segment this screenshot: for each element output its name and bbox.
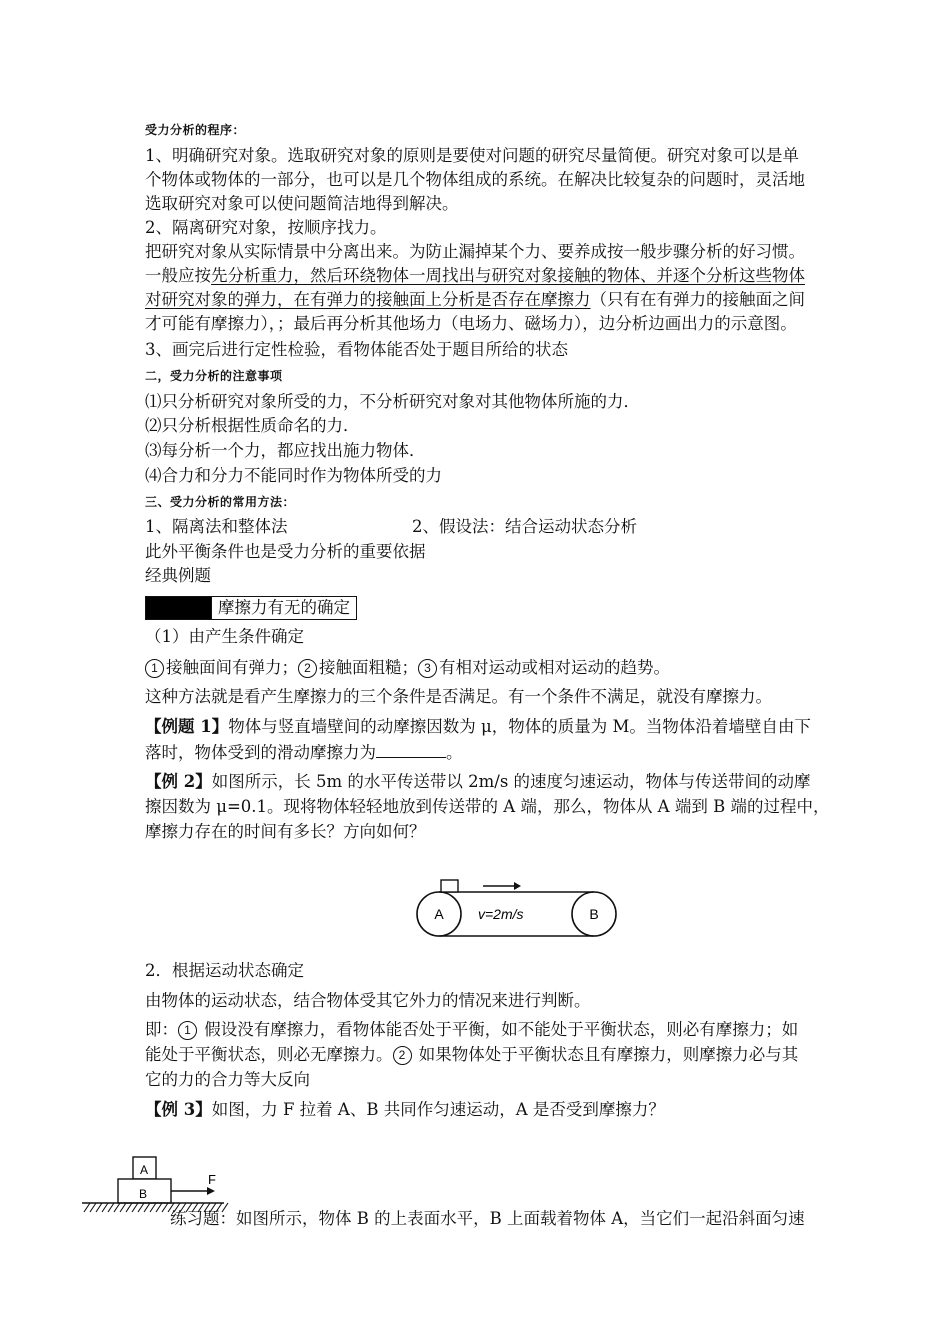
label-f: F (208, 1172, 216, 1187)
hatch-mark (84, 1203, 90, 1212)
subheading: （1）由产生条件确定 (145, 627, 304, 646)
text-span: 接触面间有弹力； (166, 658, 298, 677)
examples-title: 经典例题 (145, 566, 211, 585)
paragraph-line: 由物体的运动状态，结合物体受其它外力的情况来进行判断。 (145, 991, 591, 1010)
answer-blank (376, 741, 446, 758)
subheading: 2．根据运动状态确定 (145, 961, 304, 980)
section-label-box (145, 596, 357, 620)
example-1-line (145, 741, 463, 764)
paragraph-line: 2、隔离研究对象，按顺序找力。 (145, 218, 387, 237)
paragraph-line (145, 1019, 798, 1041)
underlined-text: 先分析重力，然后环绕物体一周找出与研究对象接触的物体、并逐个分析这些物体 (211, 266, 805, 285)
text-span: 。 (446, 743, 463, 762)
method-1: 1、隔离法和整体法 (145, 517, 288, 536)
circled-number: 2 (298, 659, 317, 678)
paragraph-line: 这种方法就是看产生摩擦力的三个条件是否满足。有一个条件不满足，就没有摩擦力。 (145, 687, 772, 706)
example-3-line (145, 1099, 665, 1121)
example-1-line (145, 716, 811, 738)
practice-line: 练习题：如图所示，物体 B 的上表面水平，B 上面载着物体 A，当它们一起沿斜面匀速 (170, 1209, 805, 1228)
text-span: 落时，物体受到的滑动摩擦力为 (145, 743, 376, 762)
example-tag: 【例题 1】 (145, 717, 229, 736)
paragraph-line: 1、明确研究对象。选取研究对象的原则是要使对问题的研究尽量简便。研究对象可以是单 (145, 146, 799, 165)
hatch-mark (90, 1203, 96, 1212)
text-span: 如图，力 F 拉着 A、B 共同作匀速运动，A 是否受到摩擦力？ (211, 1100, 665, 1119)
text-span: （只有在有弹力的接触面之间 (590, 290, 805, 309)
hatch-mark (114, 1203, 120, 1212)
paragraph-line (145, 289, 805, 311)
text-span: 假设没有摩擦力，看物体能否处于平衡，如不能处于平衡状态，则必有摩擦力；如 (199, 1020, 799, 1039)
conveyor-belt-figure (410, 872, 630, 944)
text-span: 即： (145, 1020, 178, 1039)
paragraph-line: 才可能有摩擦力），；最后再分析其他场力（电场力、磁场力），边分析边画出力的示意图。 (145, 314, 797, 333)
text-span: 物体与竖直墙壁间的动摩擦因数为 μ，物体的质量为 M。当物体沿着墙壁自由下 (228, 717, 811, 736)
circled-number: 1 (145, 659, 164, 678)
paragraph-line: 个物体或物体的一部分，也可以是几个物体组成的系统。在解决比较复杂的问题时，灵活地 (145, 170, 805, 189)
hatch-mark (126, 1203, 132, 1212)
circled-number: 3 (418, 659, 437, 678)
label-b: B (589, 906, 599, 922)
label-a: A (139, 1163, 149, 1177)
hatch-mark (102, 1203, 108, 1212)
underlined-text: 对研究对象的弹力，在有弹力的接触面上分析是否存在摩擦力 (145, 290, 591, 309)
force-arrow-head (207, 1187, 215, 1195)
hatch-mark (138, 1203, 144, 1212)
example-tag: 【例 2】 (145, 772, 212, 791)
hatch-mark (132, 1203, 138, 1212)
text-span: 如果物体处于平衡状态且有摩擦力，则摩擦力必与其 (413, 1045, 799, 1064)
black-tab (146, 597, 211, 619)
list-item: ⑷合力和分力不能同时作为物体所受的力 (145, 466, 442, 485)
method-2: 2、假设法：结合运动状态分析 (412, 517, 637, 536)
example-2-line: 擦因数为 μ=0.1。现将物体轻轻地放到传送带的 A 端，那么，物体从 A 端到 B 端的过程中， (145, 797, 830, 816)
hatch-mark (156, 1203, 162, 1212)
section-label: 摩擦力有无的确定 (211, 597, 356, 619)
paragraph-line: 它的力的合力等大反向 (145, 1070, 310, 1089)
paragraph-line: 选取研究对象可以使问题简洁地得到解决。 (145, 194, 459, 213)
conditions-line (145, 657, 670, 679)
arrow-head (514, 882, 521, 890)
example-2-line: 摩擦力存在的时间有多长？方向如何？ (145, 822, 426, 841)
text-span: 一般应按 (145, 266, 211, 285)
circled-number: 2 (393, 1046, 412, 1065)
paragraph-line: 把研究对象从实际情景中分离出来。为防止漏掉某个力、要养成按一般步骤分析的好习惯。 (145, 242, 805, 261)
hatch-mark (96, 1203, 102, 1212)
label-b: B (138, 1187, 148, 1201)
speed-label: v=2m/s (478, 906, 524, 922)
text-span: 有相对运动或相对运动的趋势。 (439, 658, 670, 677)
hatch-mark (162, 1203, 168, 1212)
section-heading-methods: 三、受力分析的常用方法： (145, 495, 296, 509)
example-tag: 【例 3】 (145, 1100, 212, 1119)
section-heading-notes: 二，受力分析的注意事项 (145, 369, 283, 383)
text-span: 如图所示，长 5m 的水平传送带以 2m/s 的速度匀速运动，物体与传送带间的动摩 (211, 772, 811, 791)
block-on-belt (441, 880, 458, 892)
paragraph-line (145, 1044, 798, 1066)
label-a: A (434, 906, 444, 922)
hatch-mark (108, 1203, 114, 1212)
text-span: 接触面粗糙； (319, 658, 418, 677)
hatch-mark (150, 1203, 156, 1212)
example-2-line (145, 771, 811, 793)
list-item: ⑶每分析一个力，都应找出施力物体． (145, 441, 426, 460)
paragraph-line: 3、画完后进行定性检验，看物体能否处于题目所给的状态 (145, 340, 568, 359)
text-span: 能处于平衡状态，则必无摩擦力。 (145, 1045, 393, 1064)
circled-number: 1 (178, 1021, 197, 1040)
list-item: ⑴只分析研究对象所受的力，不分析研究对象对其他物体所施的力． (145, 392, 640, 411)
paragraph-line: 此外平衡条件也是受力分析的重要依据 (145, 542, 426, 561)
hatch-mark (144, 1203, 150, 1212)
paragraph-line (145, 265, 805, 287)
hatch-mark (120, 1203, 126, 1212)
section-heading-procedure: 受力分析的程序： (145, 123, 246, 137)
list-item: ⑵只分析根据性质命名的力． (145, 416, 360, 435)
